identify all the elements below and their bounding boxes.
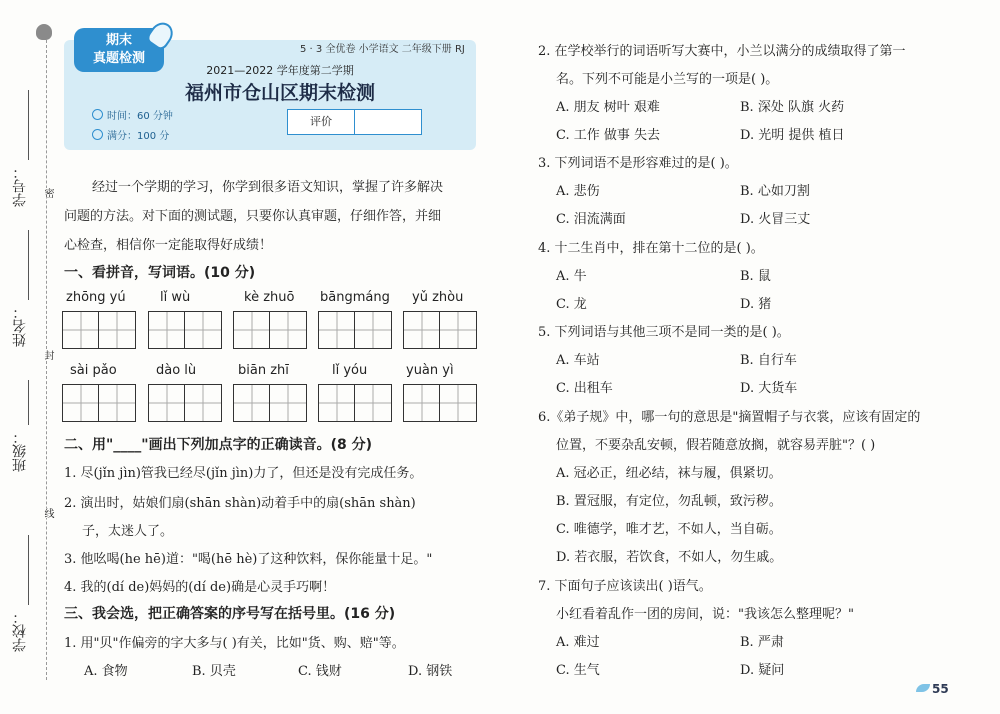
name-line[interactable] [28,230,29,300]
question-6-cont: 位置，不要杂乱安顿，假若随意放搁，就容易弄脏"？( ) [556,438,876,453]
option: A. 朋友 树叶 艰难 [556,100,660,115]
option: C. 生气 [556,663,600,678]
exam-time-text: 时间：60 分钟 [107,111,173,122]
intro-line-3: 心检查，相信你一定能取得好成绩！ [64,238,273,253]
option: B. 鼠 [740,269,771,284]
class-line[interactable] [28,380,29,425]
option: A. 冠必正，纽必结，袜与履，俱紧切。 [556,466,782,481]
exam-time [92,107,173,122]
student-no-label: 学号： [12,165,28,207]
option: C. 龙 [556,297,587,312]
pinyin: lǐ yóu [332,363,368,378]
evaluation-label: 评价 [288,110,355,134]
section2-title: 二、用"____"画出下列加点字的正确读音。(8 分) [64,437,372,453]
question-2-cont: 名。下列不可能是小兰写的一项是( )。 [556,72,779,87]
question-6: 6.《弟子规》中，哪一句的意思是"摘置帽子与衣裳，应该有固定的 [538,410,921,425]
answer-grid[interactable] [233,311,307,349]
s2-question-4: 4. 我的(dí de)妈妈的(dí de)确是心灵手巧啊！ [64,580,336,595]
answer-grid[interactable] [233,384,307,422]
intro-line-2: 问题的方法。对下面的测试题，只要你认真审题，仔细作答，并细 [64,209,442,224]
page-number [916,682,966,698]
option: C. 出租车 [556,381,613,396]
school-label: 学校： [12,610,28,652]
s2-question-2: 2. 演出时，姑娘们扇(shān shàn)动着手中的扇(shān shàn) [64,496,416,511]
pinyin: kè zhuō [244,290,295,305]
option: D. 疑问 [740,663,785,678]
wing-icon [916,684,930,692]
pinyin: yuàn yì [406,363,454,378]
option: C. 钱财 [298,664,342,679]
option: D. 大货车 [740,381,798,396]
s3-question-1: 1. 用"贝"作偏旁的字大多与( )有关，比如"货、购、赔"等。 [64,636,405,651]
badge-line2: 真题检测 [92,51,145,66]
evaluation-box [287,109,422,135]
option: A. 悲伤 [556,184,600,199]
answer-grid[interactable] [403,384,477,422]
answer-grid[interactable] [403,311,477,349]
binding-dashed-line [46,40,47,680]
s2-question-1: 1. 尽(jǐn jìn)管我已经尽(jǐn jìn)力了，但还是没有完成任务。 [64,466,423,481]
option: A. 食物 [84,664,128,679]
option: D. 若衣服，若饮食，不如人，勿生戚。 [556,550,783,565]
badge-line1: 期末 [105,33,132,48]
pinyin: dào lù [156,363,197,378]
exam-score [92,127,169,142]
option: D. 钢铁 [408,664,453,679]
option: B. 置冠服，有定位，勿乱顿，致污秽。 [556,494,782,509]
answer-grid[interactable] [148,384,222,422]
question-2: 2. 在学校举行的词语听写大赛中，小兰以满分的成绩取得了第一 [538,44,906,59]
question-3: 3. 下列词语不是形容难过的是( )。 [538,156,738,171]
option: C. 工作 做事 失去 [556,128,661,143]
answer-grid[interactable] [318,311,392,349]
answer-grid[interactable] [318,384,392,422]
rocket-icon [36,24,52,40]
option: D. 火冒三丈 [740,212,811,227]
pinyin: sài pǎo [70,363,117,378]
option: A. 牛 [556,269,587,284]
check-circle-icon [92,129,103,140]
question-7: 7. 下面句子应该读出( )语气。 [538,579,712,594]
seal-char-mi: 密 [42,188,53,198]
section1-title: 一、看拼音，写词语。(10 分) [64,265,256,281]
option: A. 难过 [556,635,600,650]
answer-grid[interactable] [62,384,136,422]
student-no-line[interactable] [28,90,29,160]
option: D. 光明 提供 植日 [740,128,845,143]
section3-title: 三、我会选，把正确答案的序号写在括号里。(16 分) [64,606,396,622]
pinyin: bāngmáng [320,290,390,305]
option: B. 贝壳 [192,664,236,679]
pinyin: yǔ zhòu [412,290,464,305]
exam-title: 福州市仓山区期末检测 [184,82,375,104]
option: B. 深处 队旗 火药 [740,100,845,115]
page-number-text: 55 [932,682,949,696]
option: C. 泪流满面 [556,212,626,227]
option: B. 严肃 [740,635,784,650]
exam-score-text: 满分：100 分 [107,131,170,142]
option: D. 猪 [740,297,772,312]
answer-grid[interactable] [148,311,222,349]
intro-line-1: 经过一个学期的学习，你学到很多语文知识，掌握了许多解决 [92,180,444,195]
s2-question-2-cont: 子，太迷人了。 [82,524,174,539]
book-series: 5 · 3 全优卷 小学语文 二年级下册 RJ [300,44,465,55]
option: B. 自行车 [740,353,797,368]
answer-grid[interactable] [62,311,136,349]
school-year: 2021—2022 学年度第二学期 [206,64,354,77]
name-label: 姓名： [12,305,28,347]
option: A. 车站 [556,353,600,368]
pinyin: biān zhī [238,363,289,378]
question-5: 5. 下列词语与其他三项不是同一类的是( )。 [538,325,790,340]
pinyin: lǐ wù [160,290,191,305]
school-line[interactable] [28,535,29,605]
question-4: 4. 十二生肖中，排在第十二位的是( )。 [538,241,764,256]
clock-icon [92,109,103,120]
class-label: 班级： [12,430,28,472]
seal-char-feng: 封 [42,350,53,360]
seal-char-xian: 线 [42,508,53,518]
s2-question-3: 3. 他吆喝(he hē)道："喝(hē hè)了这种饮料，保你能量十足。" [64,552,433,567]
question-7-sentence: 小红看着乱作一团的房间，说："我该怎么整理呢？" [556,607,854,622]
option: B. 心如刀割 [740,184,810,199]
option: C. 唯德学，唯才艺，不如人，当自砺。 [556,522,782,537]
pinyin: zhōng yú [66,290,126,305]
